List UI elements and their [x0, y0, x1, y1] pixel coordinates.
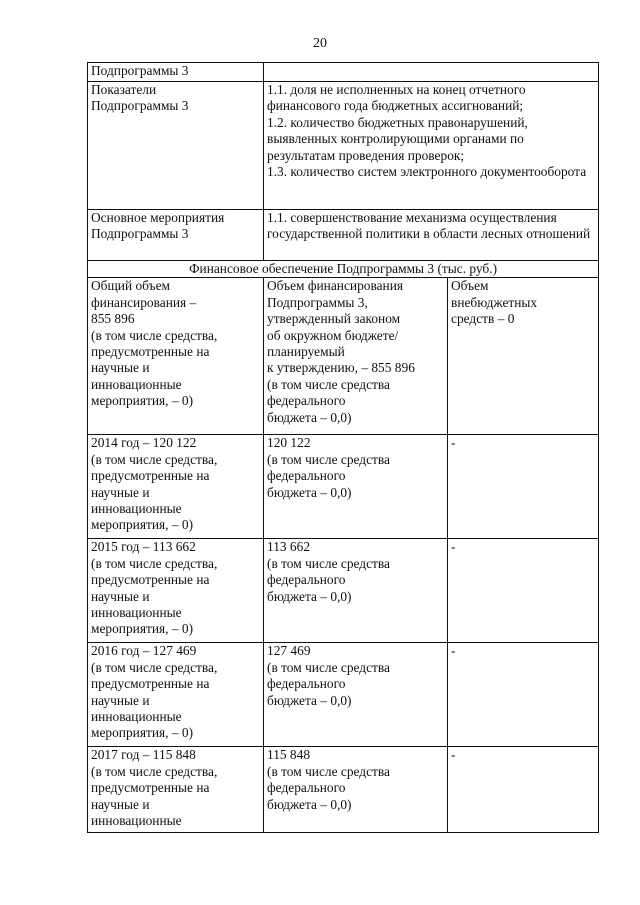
indicators-label: Показатели Подпрограммы 3	[88, 82, 264, 210]
subprogram-passport-table	[87, 62, 599, 833]
table-row	[88, 82, 599, 210]
header-right-cell	[264, 63, 599, 82]
year-2017-total: 2017 год – 115 848 (в том числе средства, предусмотренные на научные и инновационные	[88, 747, 264, 833]
budget-funding-cell: Объем финансирования Подпрограммы 3, утвержденный законом об окружном бюджете/ планируемый к утверждению, – 855 896 (в том числе средства федерального бюджета – 0,0)	[264, 278, 448, 435]
finance-section-title: Финансовое обеспечение Подпрограммы 3 (тыс. руб.)	[88, 261, 599, 278]
table-row	[88, 63, 599, 82]
year-2017-extrabudget: -	[448, 747, 599, 833]
main-activity-label: Основное мероприятия Подпрограммы 3	[88, 210, 264, 261]
header-left-cell: Подпрограммы 3	[88, 63, 264, 82]
total-funding-cell: Общий объем финансирования – 855 896 (в том числе средства, предусмотренные на научные и инновационные мероприятия, – 0)	[88, 278, 264, 435]
indicators-text: 1.1. доля не исполненных на конец отчетного финансового года бюджетных ассигнований; 1.2. количество бюджетных правонарушений, выявленных контролирующими органами по результатам проведения проверок; 1.3. количество систем электронного документооборота	[264, 82, 599, 210]
year-2014-budget: 120 122 (в том числе средства федерального бюджета – 0,0)	[264, 435, 448, 539]
table-row	[88, 261, 599, 278]
year-2016-total: 2016 год – 127 469 (в том числе средства, предусмотренные на научные и инновационные мероприятия, – 0)	[88, 643, 264, 747]
year-2016-budget: 127 469 (в том числе средства федерального бюджета – 0,0)	[264, 643, 448, 747]
year-2016-extrabudget: -	[448, 643, 599, 747]
year-2014-extrabudget: -	[448, 435, 599, 539]
year-2015-total: 2015 год – 113 662 (в том числе средства, предусмотренные на научные и инновационные мероприятия, – 0)	[88, 539, 264, 643]
page-number: 20	[313, 36, 327, 51]
table-row	[88, 278, 599, 435]
table-row	[88, 539, 599, 643]
table-row	[88, 747, 599, 833]
main-activity-text: 1.1. совершенствование механизма осуществления государственной политики в области лесных отношений	[264, 210, 599, 261]
year-2015-extrabudget: -	[448, 539, 599, 643]
table-row	[88, 210, 599, 261]
year-2014-total: 2014 год – 120 122 (в том числе средства, предусмотренные на научные и инновационные мероприятия, – 0)	[88, 435, 264, 539]
year-2015-budget: 113 662 (в том числе средства федерального бюджета – 0,0)	[264, 539, 448, 643]
table-row	[88, 643, 599, 747]
year-2017-budget: 115 848 (в том числе средства федерального бюджета – 0,0)	[264, 747, 448, 833]
table-row	[88, 435, 599, 539]
extrabudget-funding-cell: Объем внебюджетных средств – 0	[448, 278, 599, 435]
